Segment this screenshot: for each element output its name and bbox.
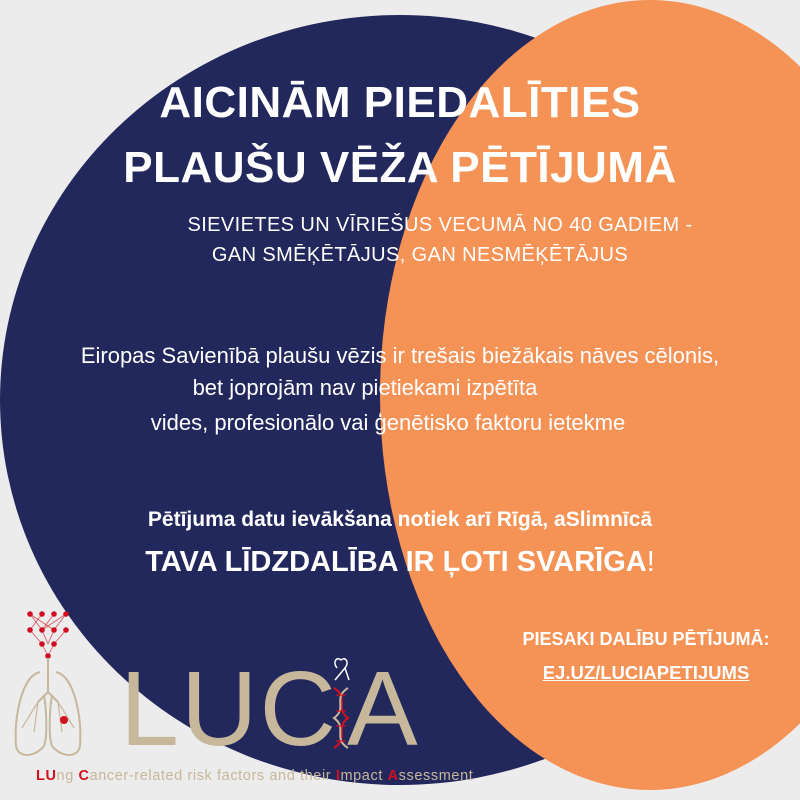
tagline-part: ng — [56, 768, 79, 784]
tagline-part: mpact — [340, 768, 388, 784]
title-line-2: PLAUŠU VĒŽA PĒTĪJUMĀ — [123, 143, 677, 192]
apply-label: PIESAKI DALĪBU PĒTĪJUMĀ: — [522, 629, 770, 649]
tagline-hl-c: C — [78, 768, 90, 784]
subtitle-line-2: GAN SMĒĶĒTĀJUS, GAN NESMĒĶĒTĀJUS — [211, 244, 629, 266]
logo-wordmark-luc: LUC — [120, 650, 339, 768]
title-line-1: AICINĀM PIEDALĪTIES — [159, 78, 641, 127]
apply-link[interactable]: EJ.UZ/LUCIAPETIJUMS — [542, 662, 750, 683]
lungs-icon — [16, 658, 81, 755]
tagline-hl-lu: LU — [36, 768, 57, 784]
tagline-part: ssessment — [398, 768, 474, 784]
importance-heading — [0, 546, 800, 579]
subtitle-line-1: SIEVIETES UN VĪRIEŠUS VECUMĀ NO 40 GADIEM - — [187, 214, 693, 236]
body-line-3: vides, profesionālo vai ģenētisko faktoru ietekme — [150, 410, 626, 435]
logo-tagline — [36, 768, 473, 784]
body-line-1: Eiropas Savienībā plaušu vēzis ir trešais biežākais nāves cēlonis, — [80, 343, 720, 368]
body-line-2: bet joprojām nav pietiekami izpētīta — [192, 375, 538, 400]
logo-wordmark-a: A — [347, 650, 420, 768]
importance-exclaim: ! — [646, 546, 655, 578]
tagline-hl-a: A — [387, 768, 399, 784]
collection-info: Pētījuma datu ievākšana notiek arī Rīgā, aSlimnīcā — [147, 508, 653, 531]
importance-text: TAVA LĪDZDALĪBA IR ĻOTI SVARĪGA — [145, 546, 647, 578]
tagline-hl-i: I — [335, 768, 341, 784]
tagline-part: ancer-related risk factors and their — [89, 768, 336, 784]
neural-network-icon — [28, 612, 69, 659]
